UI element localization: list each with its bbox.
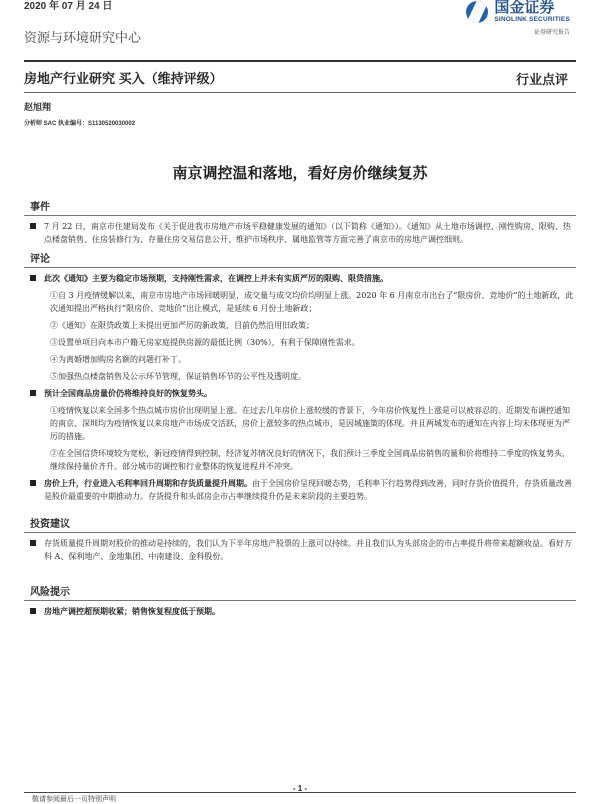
bullet-square-icon	[30, 275, 36, 281]
subheader-rule	[24, 92, 576, 93]
section-heading-invest: 投资建议	[30, 519, 70, 530]
section-rule	[24, 215, 576, 216]
page-number: - 1 -	[292, 784, 308, 793]
report-date: 2020 年 07 月 24 日	[24, 1, 113, 12]
header-rule	[24, 60, 576, 62]
logo-cn: 国金证券	[494, 0, 555, 16]
comment-point-2: ②《通知》在限贷政策上未提出更加严厉的新政策，目前仍然沿用旧政策；	[50, 321, 314, 330]
section-rule	[24, 267, 576, 268]
report-category: 房地产行业研究 买入（维持评级）	[24, 71, 223, 86]
invest-bullet: 存货质量提升周期对股价的推动是持续的，我们认为下半年房地产股票的上涨可以持续。并且我们认为头部房企的市占率提升将带来超额收益。看好万科 A、保利地产、金地集团、中南建设、金科股份。	[24, 537, 576, 563]
research-center: 资源与环境研究中心	[24, 31, 142, 46]
section-heading-risk: 风险提示	[30, 587, 70, 598]
logo-subtitle: 证券研究报告	[533, 30, 570, 36]
analyst-name: 赵旭翔	[24, 103, 52, 113]
footer-note: 敬请参阅最后一页特别声明	[32, 795, 116, 803]
bullet-square-icon	[30, 608, 36, 614]
footer-rule	[24, 792, 576, 793]
logo-en: SINOLINK SECURITIES	[494, 16, 570, 23]
section-heading-event: 事件	[30, 202, 50, 213]
comment-point-1: ①自 3 月疫情缓解以来，南京市房地产市场回暖明显，成交量与成交均价均明显上涨。2020 年 6 月南京市出台了“限房价、竞地价”的土地新政，此次通知提出严格执行“限房价、竞地价”出让模式，是延续 6 月份土地新政；	[50, 291, 574, 313]
comment-bullet-3: 房价上升，行业进入毛利率回升周期和存货质量提升周期。由于全国房价呈现回暖态势，毛利率下行趋势得到改善，同时存货价值提升，存货质量改善是股价最重要的中期推动力。存货提升和头部房企市占率继续提升仍是未来阶段的主要趋势。	[24, 477, 576, 503]
bullet-square-icon	[30, 540, 36, 546]
comment-point-5: ⑤加强热点楼盘销售及公示环节管理，保证销售环节的公平性及透明度。	[50, 372, 306, 381]
comment-point-7: ②在全国信贷环境较为宽松，新冠疫情得到控制，经济复苏情况良好的情况下，我们预计三季度全国商品房销售的量和价将维持二季度的恢复势头，继续保持量价齐升。部分城市的调控和行业整体的恢复进程并不冲突。	[50, 449, 570, 471]
page-title: 南京调控温和落地，看好房价继续复苏	[172, 164, 428, 182]
section-rule	[24, 600, 576, 601]
risk-bullet: 房地产调控超预期收紧；销售恢复程度低于预期。	[24, 605, 576, 618]
comment-bullet-1: 此次《通知》主要为稳定市场预期，支持刚性需求，在调控上并未有实质严厉的限购、限贷措施。	[24, 272, 576, 285]
section-rule	[24, 532, 576, 533]
comment-point-4: ④为离婚增加购房名额的问题打补丁。	[50, 355, 186, 364]
bullet-square-icon	[30, 223, 36, 229]
comment-bullet-2: 预计全国商品房量价仍将维持良好的恢复势头。	[24, 387, 576, 400]
report-type: 行业点评	[515, 72, 568, 87]
section-heading-comment: 评论	[30, 254, 50, 265]
bullet-square-icon	[30, 390, 36, 396]
event-bullet: 7 月 22 日，南京市住建局发布《关于促进我市房地产市场平稳健康发展的通知》（以下简称《通知》）。《通知》从土地市场调控、刚性购房、限购、热点楼盘销售、住房装修行为、存量住房交易信息公开、维护市场秩序、属地监管等方面完善了南京市的房地产调控细则。	[24, 220, 576, 246]
comment-point-6: ①疫情恢复以来全国多个热点城市房价出现明显上涨。在过去几年房价上涨较缓的背景下，今年房价恢复性上涨是可以被容忍的。近期发布调控通知的南京、深圳均为疫情恢复以来房地产市场成交活跃，房价上涨较多的热点城市，是因城施策的体现。并且两城发布的通知在内容上均未体现更为严厉的措施。	[50, 406, 570, 441]
bullet-square-icon	[30, 480, 36, 486]
report-body	[24, 198, 576, 622]
analyst-cert: 分析师 SAC 执业编号：S1130520030002	[24, 121, 136, 127]
comment-point-3: ③设置单项目向本市户籍无房家庭提供房源的最低比例（30%），有利于保障刚性需求。	[50, 338, 360, 347]
company-logo	[466, 0, 570, 23]
logo-mark-icon	[466, 1, 488, 23]
